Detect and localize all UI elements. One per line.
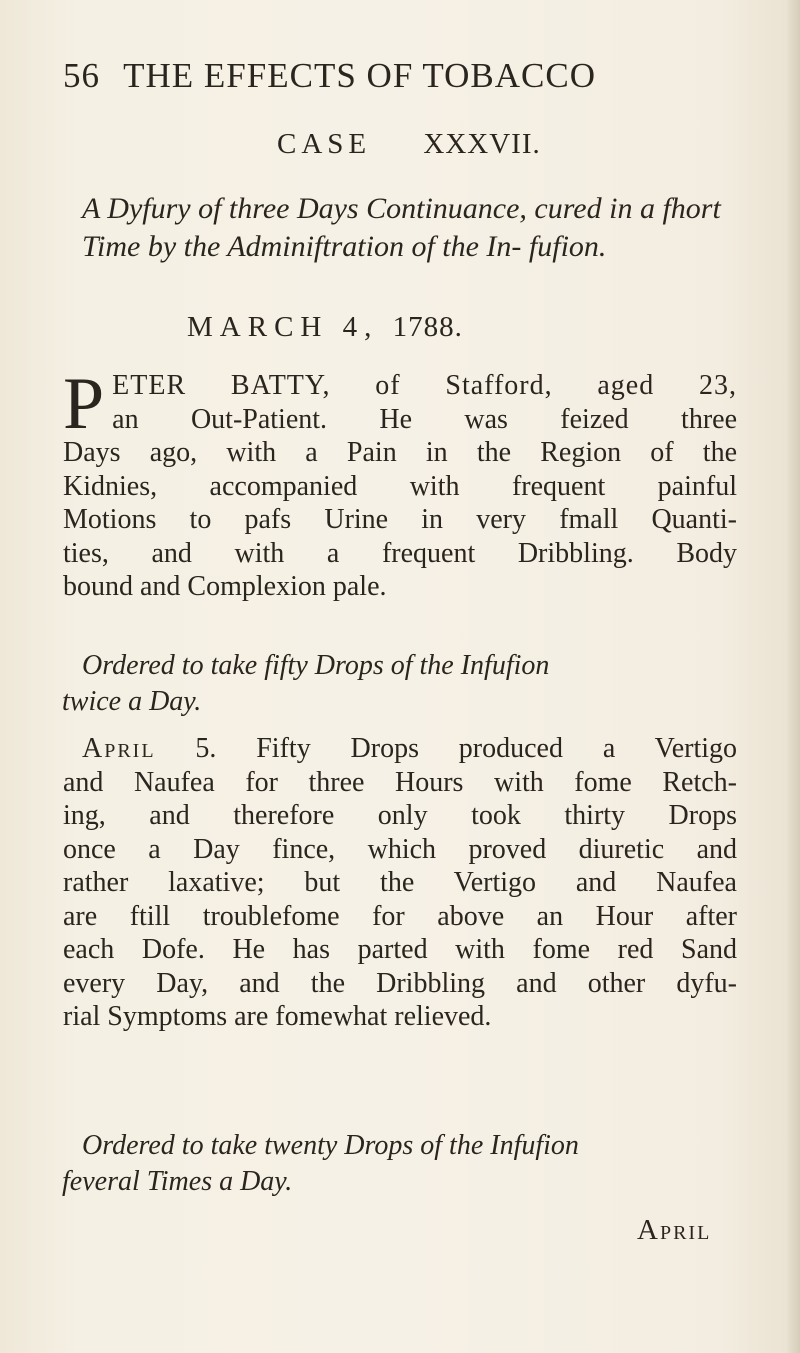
- paragraph-line: once a Day fince, which proved diuretic and: [63, 833, 737, 865]
- date-month-day: MARCH 4,: [187, 311, 379, 343]
- paragraph-line: and Naufea for three Hours with fome Retch-: [63, 766, 737, 798]
- paragraph-line: rather laxative; but the Vertigo and Naufea: [63, 867, 737, 898]
- case-subtitle: A Dyfury of three Days Continuance, cured in a fhort Time by the Adminiftration of the In- fufion.: [82, 192, 721, 263]
- first-prescription: [62, 648, 737, 720]
- running-header: [63, 56, 596, 96]
- case-date: [187, 311, 463, 344]
- paragraph-line: an Out-Patient. He was feized three: [112, 403, 737, 435]
- prescription-line: twice a Day.: [62, 686, 202, 717]
- case-number: XXXVII.: [423, 128, 541, 160]
- paragraph-line: bound and Complexion pale.: [63, 571, 387, 602]
- paragraph-line: Motions to pafs Urine in very fmall Quanti-: [63, 504, 737, 535]
- paragraph-line: rial Symptoms are fomewhat relieved.: [63, 1001, 492, 1032]
- paragraph-line: Days ago, with a Pain in the Region of the: [63, 437, 737, 468]
- second-prescription: [62, 1128, 737, 1200]
- case-label: CASE: [277, 128, 372, 160]
- prescription-line: feveral Times a Day.: [62, 1166, 293, 1197]
- paragraph-line: ties, and with a frequent Dribbling. Body: [63, 537, 737, 569]
- april-lead: April: [82, 733, 156, 764]
- running-title: THE EFFECTS OF TOBACCO: [123, 56, 597, 95]
- paragraph-line: Kidnies, accompanied with frequent painful: [63, 470, 737, 502]
- date-year: 1788.: [392, 311, 463, 343]
- case-history-paragraph: [63, 363, 737, 604]
- page-number: 56: [63, 56, 100, 95]
- paragraph-line: [63, 732, 737, 766]
- page-edge-shadow: [786, 0, 800, 1353]
- paragraph-line: each Dofe. He has parted with fome red Sand: [63, 934, 737, 965]
- paragraph-line: ETER BATTY, of Stafford, aged 23,: [112, 370, 737, 401]
- prescription-line: Ordered to take fifty Drops of the Infufion: [82, 650, 550, 681]
- paragraph-line: ing, and therefore only took thirty Drops: [63, 800, 737, 831]
- drop-cap: P: [63, 363, 105, 445]
- prescription-line: Ordered to take twenty Drops of the Infufion: [82, 1130, 579, 1161]
- paragraph-line: are ftill troublefome for above an Hour after: [63, 900, 737, 932]
- catchword: April: [637, 1214, 712, 1246]
- april-report-paragraph: [63, 732, 737, 1034]
- paragraph-line: every Day, and the Dribbling and other dyfu-: [63, 967, 737, 999]
- case-heading: [277, 128, 541, 161]
- paragraph-line-text: 5. Fifty Drops produced a Vertigo: [195, 733, 737, 764]
